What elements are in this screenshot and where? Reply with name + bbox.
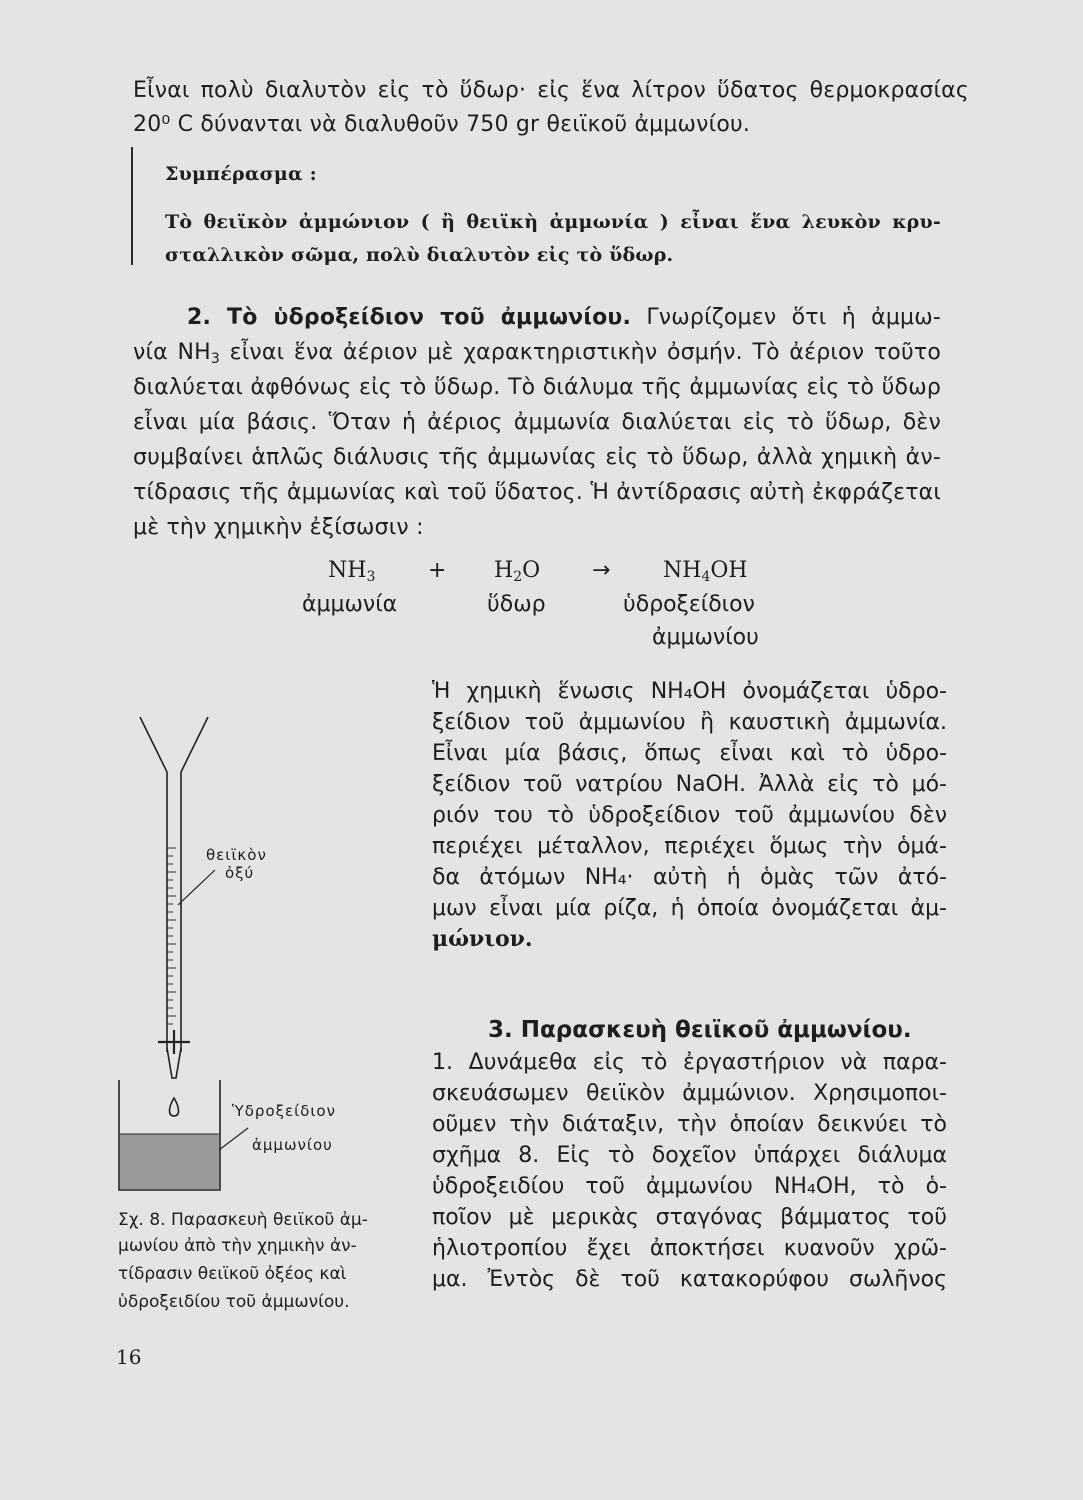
section2-line-2: νία $NH_3$ εἶναι ἕνα ἀέριον μὲ χαρακτηριστικὴν ὀσμήν. Τὸ ἀέριον τοῦτο xyxy=(133,340,941,367)
section3-line: οῦμεν τὴν διάταξιν, τὴν ὁποίαν δεικνύει τὸ xyxy=(432,1112,947,1137)
section3-line: ὑδροξειδίου τοῦ ἀμμωνίου NH₄OH, τὸ ὁ- xyxy=(432,1174,947,1199)
eq-plus: + xyxy=(428,558,447,583)
eq-water-name: ὕδωρ xyxy=(487,592,546,617)
section3-line: ποῖον μὲ μερικὰς σταγόνας βάμματος τοῦ xyxy=(432,1205,947,1230)
conclusion-line-2: σταλλικὸν σῶμα, πολὺ διαλυτὸν εἰς τὸ ὕδωρ. xyxy=(165,244,674,266)
eq-product-name-2: ἀμμωνίου xyxy=(652,625,759,650)
drop-icon xyxy=(170,1098,179,1116)
label-ammonium-hydroxide: Ὑδροξείδιον xyxy=(232,1102,336,1120)
funnel-right-wall xyxy=(181,717,208,1052)
section2-line-3: διαλύεται ἀφθόνως εἰς τὸ ὕδωρ. Τὸ διάλυμα τῆς ἀμμωνίας εἰς τὸ ὕδωρ xyxy=(133,375,941,400)
section3-line: σκευάσωμεν θειϊκὸν ἀμμώνιον. Χρησιμοποι- xyxy=(432,1081,947,1106)
section2-heading: 2. Τὸ ὑδροξείδιον τοῦ ἀμμωνίου. xyxy=(187,305,632,330)
section2-line-7: μὲ τὴν χημικὴν ἐξίσωσιν : xyxy=(133,515,424,540)
conclusion-heading: Συμπέρασμα : xyxy=(165,163,317,185)
right-para-line: δα ἀτόμων NH₄· αὐτὴ ἡ ὁμὰς τῶν ἀτό- xyxy=(432,865,947,890)
section2-line-6: τίδρασις τῆς ἀμμωνίας καὶ τοῦ ὕδατος. Ἡ ἀντίδρασις αὐτὴ ἐκφράζεται xyxy=(133,480,941,505)
section2-line-5: συμβαίνει ἁπλῶς διάλυσις τῆς ἀμμωνίας εἰς τὸ ὕδωρ, ἀλλὰ χημικὴ ἀν- xyxy=(133,445,941,470)
figure-caption-line: μωνίου ἀπὸ τὴν χημικὴν ἀν- xyxy=(118,1236,357,1256)
eq-product: $NH_4OH$ xyxy=(663,558,748,585)
right-para-line: ξείδιον τοῦ νατρίου NaOH. Ἀλλὰ εἰς τὸ μό- xyxy=(432,772,947,797)
conclusion-line-1: Τὸ θειϊκὸν ἀμμώνιον ( ἢ θειϊκὴ ἀμμωνία ) εἶναι ἕνα λευκὸν κρυ- xyxy=(165,211,941,233)
eq-reactant-water: $H_2O$ xyxy=(494,558,541,585)
section3-line: ἡλιοτροπίου ἔχει ἀποκτήσει κυανοῦν χρῶ- xyxy=(432,1236,947,1261)
label-sulfuric-acid-2: ὀξύ xyxy=(225,864,255,882)
tube-graduations xyxy=(167,848,176,1024)
intro-line-2: 20⁰ C δύνανται νὰ διαλυθοῦν 750 gr θειϊκοῦ ἀμμωνίου. xyxy=(133,112,751,137)
eq-ammonia-name: ἀμμωνία xyxy=(302,592,398,617)
right-para-line: ξείδιον τοῦ ἀμμωνίου ἢ καυστικὴ ἀμμωνία. xyxy=(432,710,947,735)
label-sulfuric-acid: θειϊκὸν xyxy=(206,846,267,864)
acid-leader-line xyxy=(178,870,215,905)
page-number: 16 xyxy=(116,1345,142,1369)
section2-line-1-rest: Γνωρίζομεν ὅτι ἡ ἀμμω- xyxy=(646,305,941,330)
right-para-line: Εἶναι μία βάσις, ὅπως εἶναι καὶ τὸ ὑδρο- xyxy=(432,741,947,766)
eq-arrow: → xyxy=(592,558,611,583)
section3-line: μα. Ἐντὸς δὲ τοῦ κατακορύφου σωλῆνος xyxy=(432,1267,947,1292)
right-para-line: ριόν του τὸ ὑδροξείδιον τοῦ ἀμμωνίου δὲν xyxy=(432,803,947,828)
funnel-left-wall xyxy=(140,717,167,1052)
section3-line: σχῆμα 8. Εἰς τὸ δοχεῖον ὑπάρχει διάλυμα xyxy=(432,1143,947,1168)
label-ammonium-hydroxide-2: ἀμμωνίου xyxy=(252,1136,333,1154)
section3-line: 1. Δυνάμεθα εἰς τὸ ἐργαστήριον νὰ παρα- xyxy=(432,1050,947,1075)
right-para-line: μων εἶναι μία ρίζα, ἡ ὁποία ὀνομάζεται ἀμ- xyxy=(432,896,947,921)
section2-line-4: εἶναι μία βάσις. Ὅταν ἡ ἀέριος ἀμμωνία διαλύεται εἰς τὸ ὕδωρ, δὲν xyxy=(133,410,941,435)
section3-heading: 3. Παρασκευὴ θειϊκοῦ ἀμμωνίου. xyxy=(488,1017,912,1043)
figure-caption-line: ὑδροξειδίου τοῦ ἀμμωνίου. xyxy=(118,1292,350,1312)
right-para-line: Ἡ χημικὴ ἕνωσις NH₄OH ὀνομάζεται ὑδρο- xyxy=(432,679,947,704)
figure-caption-line: τίδρασιν θειϊκοῦ ὀξέος καὶ xyxy=(118,1264,347,1284)
intro-line-1: Εἶναι πολὺ διαλυτὸν εἰς τὸ ὕδωρ· εἰς ἕνα λίτρον ὕδατος θερμοκρασίας xyxy=(133,78,969,103)
figure-caption-line: Σχ. 8. Παρασκευὴ θειϊκοῦ ἀμ- xyxy=(118,1210,368,1230)
beaker-liquid xyxy=(120,1134,219,1189)
right-para-last-line: μώνιον. xyxy=(432,926,533,952)
right-para-line: περιέχει μέταλλον, περιέχει ὅμως τὴν ὁμά- xyxy=(432,834,947,859)
eq-product-name-1: ὑδροξείδιον xyxy=(623,592,755,617)
eq-reactant-ammonia: $NH_3$ xyxy=(328,558,376,585)
